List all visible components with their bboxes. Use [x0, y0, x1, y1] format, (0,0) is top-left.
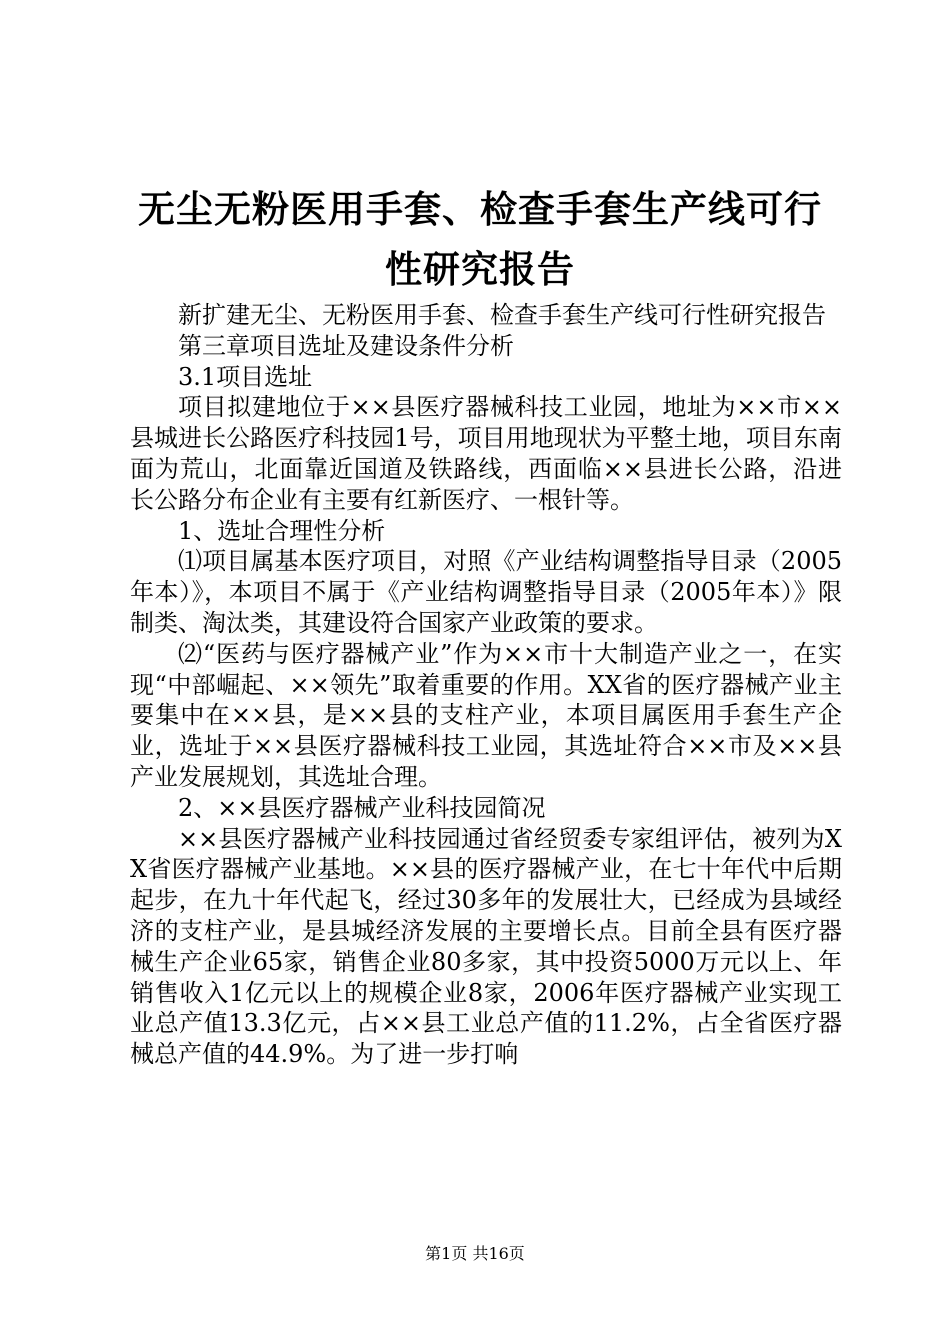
subsection-heading-site-analysis: 1、选址合理性分析 — [178, 516, 386, 545]
paragraph-policy-compliance: ⑴项目属基本医疗项目，对照《产业结构调整指导目录（2005年本）》，本项目不属于《产业结构调整指导目录（2005年本）》限制类、淘汰类，其建设符合国家产业政策的要求。 — [130, 547, 842, 637]
paragraph-park-overview: ××县医疗器械产业科技园通过省经贸委专家组评估，被列为XX省医疗器械产业基地。××县的医疗器械产业，在七十年代中后期起步，在九十年代起飞，经过30多年的发展壮大，已经成为县域经济的支柱产业，是县城经济发展的主要增长点。目前全县有医疗器械生产企业65家，销售企业80多家，其中投资5000万元以上、年销售收入1亿元以上的规模企业8家，2006年医疗器械产业实现工业总产值13.3亿元，占××县工业总产值的11.2%，占全省医疗器械总产值的44.9%。为了进一步打响 — [130, 824, 842, 1069]
page-footer: 第1页 共16页 — [425, 1244, 525, 1263]
paragraph-industry-planning: ⑵“医药与医疗器械产业”作为××市十大制造产业之一，在实现“中部崛起、××领先”取着重要的作用。XX省的医疗器械产业主要集中在××县，是××县的支柱产业，本项目属医用手套生产企业，选址于××县医疗器械科技工业园，其选址符合××市及××县产业发展规划，其选址合理。 — [130, 639, 842, 791]
document-title: 无尘无粉医用手套、检查手套生产线可行性研究报告 — [138, 188, 822, 291]
subsection-heading-park-overview: 2、××县医疗器械产业科技园简况 — [178, 793, 546, 822]
paragraph-report-subtitle: 新扩建无尘、无粉医用手套、检查手套生产线可行性研究报告 — [178, 301, 826, 329]
section-heading: 3.1项目选址 — [178, 362, 313, 391]
paragraph-site-location: 项目拟建地位于××县医疗器械科技工业园，地址为××市××县城进长公路医疗科技园1号，项目用地现状为平整土地，项目东南面为荒山，北面靠近国道及铁路线，西面临××县进长公路，沿进长公路分布企业有主要有红新医疗、一根针等。 — [130, 393, 842, 514]
chapter-heading: 第三章项目选址及建设条件分析 — [178, 331, 514, 360]
document-body — [130, 300, 842, 1070]
